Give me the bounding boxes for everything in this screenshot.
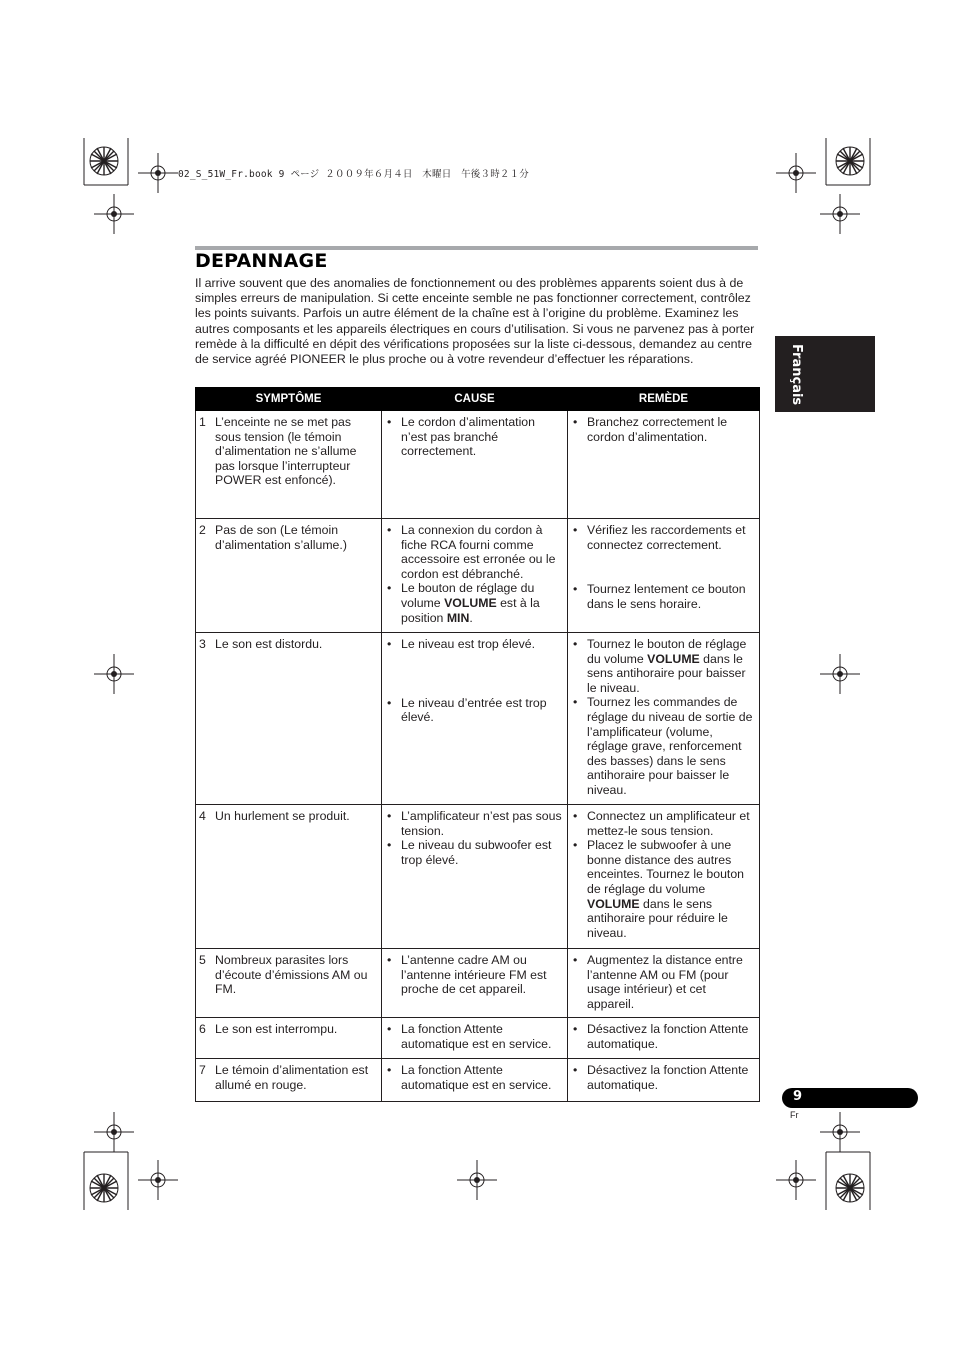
cause-cell xyxy=(382,805,568,949)
cause-item: • Le niveau d’entrée est trop élevé. xyxy=(385,696,564,725)
cause-cell xyxy=(382,519,568,633)
symptom-text: Pas de son (Le témoin d’alimentation s’allume.) xyxy=(215,523,347,552)
row-number: 3 xyxy=(199,637,206,651)
remedy-cell xyxy=(568,633,760,805)
symptom-cell xyxy=(196,949,382,1018)
table-row xyxy=(196,1059,760,1102)
remedy-item: • Tournez lentement ce bouton dans le sens horaire. xyxy=(571,582,756,611)
table-row xyxy=(196,1018,760,1059)
symptom-cell xyxy=(196,633,382,805)
remedy-item: • Placez le subwoofer à une bonne distance des autres enceintes. Tournez le bouton de réglage du volume VOLUME dans le sens antihoraire pour réduire le niveau. xyxy=(571,838,756,940)
table-row xyxy=(196,805,760,949)
column-header-symptom: SYMPTÔME xyxy=(196,388,382,411)
crosshair-mark-icon xyxy=(94,654,134,694)
cause-cell xyxy=(382,949,568,1018)
registration-target-icon xyxy=(84,141,124,181)
symptom-text: Le témoin d’alimentation est allumé en rouge. xyxy=(215,1063,369,1092)
table-row xyxy=(196,633,760,805)
crosshair-mark-icon xyxy=(820,654,860,694)
remedy-cell xyxy=(568,519,760,633)
cause-item: • L’amplificateur n’est pas sous tension. xyxy=(385,809,564,838)
crosshair-mark-icon xyxy=(820,1112,860,1152)
cause-item: • Le niveau du subwoofer est trop élevé. xyxy=(385,838,564,867)
crosshair-mark-icon xyxy=(457,1160,497,1200)
remedy-item: • Désactivez la fonction Attente automatique. xyxy=(571,1022,756,1051)
remedy-item: • Tournez le bouton de réglage du volume VOLUME dans le sens antihoraire pour baisser le niveau. xyxy=(571,637,756,695)
cause-cell xyxy=(382,1018,568,1059)
print-file-header: 02_S_51W_Fr.book 9 ページ ２００９年６月４日 木曜日 午後３時２１分 xyxy=(178,169,530,180)
cause-item: • Le bouton de réglage du volume VOLUME est à la position MIN. xyxy=(385,581,564,625)
registration-target-icon xyxy=(830,1168,870,1208)
symptom-cell xyxy=(196,519,382,633)
cause-item: • L’antenne cadre AM ou l’antenne intérieure FM est proche de cet appareil. xyxy=(385,953,564,997)
section-intro: Il arrive souvent que des anomalies de fonctionnement ou des problèmes apparents soient dus à de simples erreurs de manipulation. Si cette enceinte semble ne pas fonctionner correctement, contrôlez les points suivants. Parfois un autre élément de la chaîne est à l’origine du problème. Examinez les autres composants et les appareils électriques en cours d’utilisation. Si vous ne parvenez pas à porter remède à la difficulté en dépit des vérifications proposées sur la liste ci-dessous, demandez au centre de service agréé PIONEER le plus proche ou à votre revendeur d’effectuer les réparations. xyxy=(195,276,755,367)
table-row xyxy=(196,411,760,519)
symptom-text: L’enceinte ne se met pas sous tension (le témoin d’alimentation ne s’allume pas lorsque l’interrupteur POWER est enfoncé). xyxy=(215,415,357,488)
registration-target-icon xyxy=(830,141,870,181)
remedy-cell xyxy=(568,805,760,949)
cause-cell xyxy=(382,411,568,519)
remedy-cell xyxy=(568,411,760,519)
troubleshooting-table xyxy=(195,387,760,1102)
table-row xyxy=(196,949,760,1018)
remedy-cell xyxy=(568,1059,760,1102)
symptom-cell xyxy=(196,1018,382,1059)
cause-cell xyxy=(382,633,568,805)
crosshair-mark-icon xyxy=(820,194,860,234)
symptom-cell xyxy=(196,1059,382,1102)
page-number-bar xyxy=(782,1088,918,1108)
language-tab-label: Français xyxy=(789,344,804,406)
cause-item: • Le niveau est trop élevé. xyxy=(385,637,564,652)
page-number: 9 xyxy=(793,1089,803,1104)
cause-item: • La fonction Attente automatique est en service. xyxy=(385,1063,564,1092)
remedy-item: • Connectez un amplificateur et mettez-le sous tension. xyxy=(571,809,756,838)
row-number: 2 xyxy=(199,523,206,537)
cause-item: • La fonction Attente automatique est en service. xyxy=(385,1022,564,1051)
symptom-text: Nombreux parasites lors d’écoute d’émissions AM ou FM. xyxy=(215,953,368,997)
page-language-code: Fr xyxy=(790,1110,799,1120)
row-number: 6 xyxy=(199,1022,206,1036)
table-header-row xyxy=(196,388,760,411)
remedy-item: • Tournez les commandes de réglage du niveau de sortie de l’amplificateur (volume, réglage grave, renforcement des basses) dans le sens antihoraire pour baisser le niveau. xyxy=(571,695,756,797)
row-number: 5 xyxy=(199,953,206,967)
crosshair-mark-icon xyxy=(138,153,178,193)
table-row xyxy=(196,519,760,633)
remedy-cell xyxy=(568,949,760,1018)
cause-item: • La connexion du cordon à fiche RCA fourni comme accessoire est erronée ou le cordon est débranché. xyxy=(385,523,564,581)
crosshair-mark-icon xyxy=(94,1112,134,1152)
crosshair-mark-icon xyxy=(94,194,134,234)
column-header-cause: CAUSE xyxy=(382,388,568,411)
remedy-cell xyxy=(568,1018,760,1059)
column-header-remedy: REMÈDE xyxy=(568,388,760,411)
remedy-item: • Augmentez la distance entre l’antenne AM ou FM (pour usage intérieur) et cet appareil. xyxy=(571,953,756,1011)
row-number: 1 xyxy=(199,415,206,429)
row-number: 7 xyxy=(199,1063,206,1077)
symptom-text: Le son est interrompu. xyxy=(215,1022,338,1036)
remedy-item: • Désactivez la fonction Attente automatique. xyxy=(571,1063,756,1092)
language-tab xyxy=(775,336,875,412)
section-title: DEPANNAGE xyxy=(195,250,328,272)
cause-item: • Le cordon d’alimentation n’est pas branché correctement. xyxy=(385,415,564,459)
registration-target-icon xyxy=(84,1168,124,1208)
symptom-cell xyxy=(196,411,382,519)
symptom-text: Le son est distordu. xyxy=(215,637,323,651)
cause-cell xyxy=(382,1059,568,1102)
crosshair-mark-icon xyxy=(138,1160,178,1200)
crosshair-mark-icon xyxy=(776,153,816,193)
remedy-item: • Branchez correctement le cordon d’alimentation. xyxy=(571,415,756,444)
remedy-item: • Vérifiez les raccordements et connectez correctement. xyxy=(571,523,756,552)
symptom-cell xyxy=(196,805,382,949)
row-number: 4 xyxy=(199,809,206,823)
crosshair-mark-icon xyxy=(776,1160,816,1200)
symptom-text: Un hurlement se produit. xyxy=(215,809,350,823)
